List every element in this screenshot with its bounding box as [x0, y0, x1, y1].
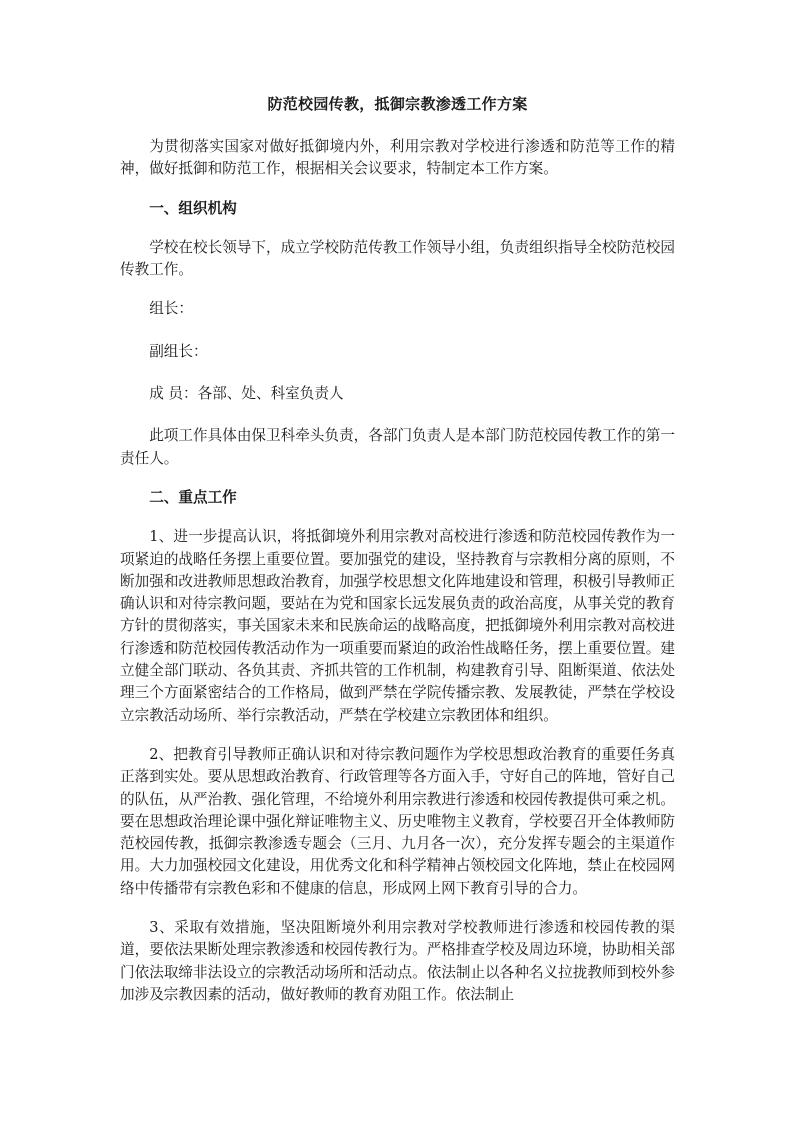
- section-heading-organization: 一、组织机构: [149, 199, 237, 217]
- vice-leader-line: 副组长：: [149, 342, 208, 360]
- document-page: [120, 92, 675, 1023]
- intro-paragraph: 为贯彻落实国家对做好抵御境内外，利用宗教对学校进行渗透和防范等工作的精神，做好抵御和防范工作，根据相关会议要求，特制定本工作方案。: [120, 138, 675, 178]
- key-work-item-2: 2、把教育引导教师正确认识和对待宗教问题作为学校思想政治教育的重要任务真正落到实处。要从思想政治教育、行政管理等各方面入手，守好自己的阵地，管好自己的队伍，从严治教、强化管理，不给境外利用宗教进行渗透和校园传教提供可乘之机。要在思想政治理论课中强化辩证唯物主义、历史唯物主义教育，学校要召开全体教师防范校园传教，抵御宗教渗透专题会（三月、九月各一次），充分发挥专题会的主渠道作用。大力加强校园文化建设，用优秀文化和科学精神占领校园文化阵地，禁止在校园网络中传播带有宗教色彩和不健康的信息，形成网上网下教育引导的合力。: [120, 745, 675, 897]
- document-title: 防范校园传教，抵御宗教渗透工作方案: [267, 95, 528, 113]
- leader-line: 组长：: [149, 300, 193, 318]
- members-line: 成 员：各部、处、科室负责人: [149, 385, 344, 403]
- responsibility-paragraph: 此项工作具体由保卫科牵头负责，各部门负责人是本部门防范校园传教工作的第一责任人。: [120, 427, 675, 467]
- key-work-item-1: 1、进一步提高认识，将抵御境外利用宗教对高校进行渗透和防范校园传教作为一项紧迫的战略任务摆上重要位置。要加强党的建设，坚持教育与宗教相分离的原则，不断加强和改进教师思想政治教育，加强学校思想文化阵地建设和管理，积极引导教师正确认识和对待宗教问题，要站在为党和国家长远发展负责的政治高度，从事关党的教育方针的贯彻落实，事关国家未来和民族命运的战略高度，把抵御境外利用宗教对高校进行渗透和防范校园传教活动作为一项重要而紧迫的政治性战略任务，摆上重要位置。建立健全部门联动、各负其责、齐抓共管的工作机制，构建教育引导、阻断渠道、依法处理三个方面紧密结合的工作格局，做到严禁在学院传播宗教、发展教徒，严禁在学校设立宗教活动场所、举行宗教活动，严禁在学校建立宗教团体和组织。: [120, 528, 675, 724]
- organization-paragraph: 学校在校长领导下，成立学校防范传教工作领导小组，负责组织指导全校防范校园传教工作。: [120, 238, 675, 279]
- section-heading-key-work: 二、重点工作: [149, 488, 237, 506]
- key-work-item-3: 3、采取有效措施，坚决阻断境外利用宗教对学校教师进行渗透和校园传教的渠道，要依法果断处理宗教渗透和校园传教行为。严格排查学校及周边环境，协助相关部门依法取缔非法设立的宗教活动场所和活动点。依法制止以各种名义拉拢教师到校外参加涉及宗教因素的活动，做好教师的教育劝阻工作。依法制止: [120, 919, 675, 1003]
